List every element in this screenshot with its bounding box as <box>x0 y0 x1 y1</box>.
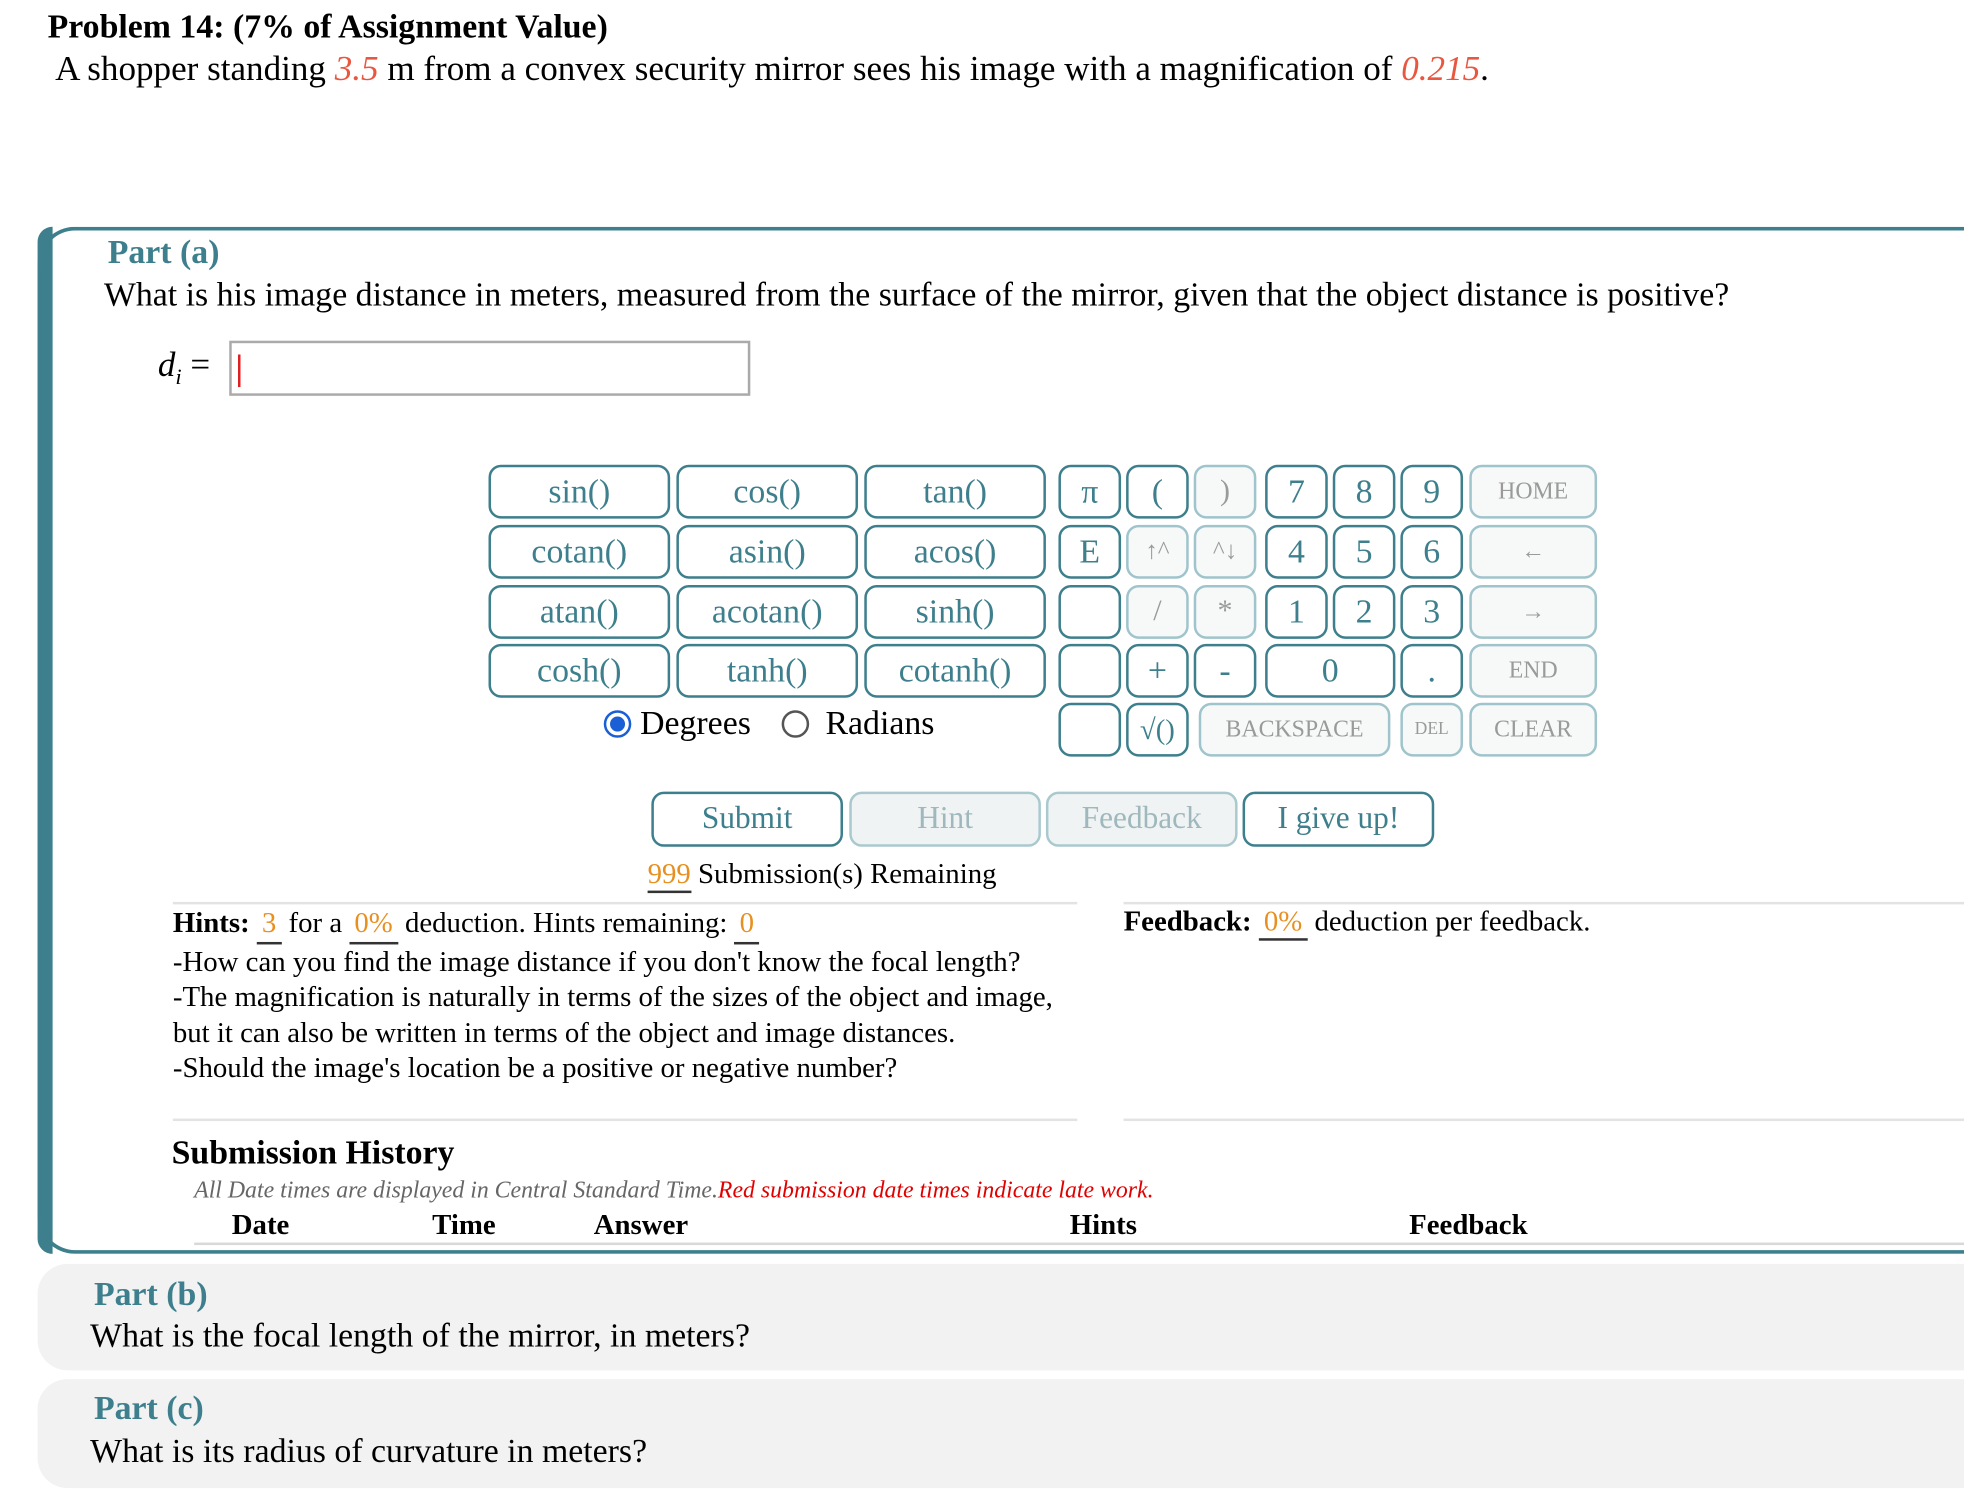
hints-divider-top <box>173 902 1077 905</box>
key-cotan[interactable]: cotan() <box>489 525 671 579</box>
feedback-divider-bottom <box>1124 1119 1964 1122</box>
key-blank-3[interactable] <box>1058 703 1121 757</box>
part-c-label: Part (c) <box>93 1389 204 1427</box>
key-plus[interactable]: + <box>1126 644 1189 698</box>
submissions-count: 999 <box>648 858 691 893</box>
hint-button[interactable]: Hint <box>849 792 1041 847</box>
key-e[interactable]: E <box>1058 525 1121 579</box>
feedback-button[interactable]: Feedback <box>1046 792 1238 847</box>
key-clear[interactable]: CLEAR <box>1469 703 1597 757</box>
key-8[interactable]: 8 <box>1333 465 1396 519</box>
key-end[interactable]: END <box>1469 644 1597 698</box>
hint-item: -The magnification is naturally in terms of the sizes of the object and image, but it can also be written in terms of the object and image distances. <box>172 980 1053 1048</box>
key-multiply[interactable]: * <box>1194 585 1257 639</box>
key-minus[interactable]: - <box>1194 644 1257 698</box>
key-decimal[interactable]: . <box>1400 644 1463 698</box>
hints-divider-bottom <box>173 1119 1077 1122</box>
key-sqrt[interactable]: √() <box>1126 703 1189 757</box>
key-cotanh[interactable]: cotanh() <box>864 644 1046 698</box>
key-3[interactable]: 3 <box>1400 585 1463 639</box>
hint-item: -How can you find the image distance if you don't know the focal length? <box>172 945 1021 977</box>
key-sin[interactable]: sin() <box>489 465 671 519</box>
key-acotan[interactable]: acotan() <box>676 585 858 639</box>
hints-count: 3 <box>257 906 281 944</box>
key-asin[interactable]: asin() <box>676 525 858 579</box>
history-col-hints: Hints <box>1069 1208 1137 1241</box>
history-col-time: Time <box>432 1208 496 1241</box>
key-exponent-down[interactable]: ^↓ <box>1194 525 1257 579</box>
key-7[interactable]: 7 <box>1265 465 1328 519</box>
give-up-button[interactable]: I give up! <box>1243 792 1435 847</box>
part-b-question: What is the focal length of the mirror, in meters? <box>90 1316 750 1355</box>
history-col-feedback: Feedback <box>1409 1208 1528 1241</box>
key-tan[interactable]: tan() <box>864 465 1046 519</box>
radians-radio[interactable] <box>782 710 810 738</box>
key-2[interactable]: 2 <box>1333 585 1396 639</box>
key-pi[interactable]: π <box>1058 465 1121 519</box>
text-caret <box>238 354 241 387</box>
answer-variable-label: $d_i$ = <box>157 345 211 390</box>
degrees-radio[interactable] <box>604 710 632 738</box>
hints-remaining: 0 <box>735 906 759 944</box>
key-1[interactable]: 1 <box>1265 585 1328 639</box>
degrees-label: Degrees <box>640 703 751 742</box>
key-exponent-up[interactable]: ↑^ <box>1126 525 1189 579</box>
radians-label: Radians <box>825 703 935 742</box>
hints-deduction: 0% <box>349 906 397 944</box>
history-note: All Date times are displayed in Central Standard Time.Red submission date times indicate late work. <box>194 1177 1154 1204</box>
key-cursor-left[interactable]: ← <box>1469 525 1597 579</box>
key-5[interactable]: 5 <box>1333 525 1396 579</box>
feedback-deduction: 0% <box>1259 906 1307 941</box>
key-cosh[interactable]: cosh() <box>489 644 671 698</box>
feedback-divider-top <box>1124 902 1964 905</box>
key-right-paren[interactable]: ) <box>1194 465 1257 519</box>
key-backspace[interactable]: BACKSPACE <box>1199 703 1391 757</box>
hint-item: -Should the image's location be a positive or negative number? <box>172 1052 898 1084</box>
problem-title: Problem 14: (7% of Assignment Value) <box>47 7 608 46</box>
answer-input[interactable] <box>229 341 750 396</box>
history-col-date: Date <box>231 1208 290 1241</box>
part-b-label: Part (b) <box>93 1275 208 1313</box>
history-header-divider <box>194 1243 1964 1246</box>
submissions-remaining: 999 Submission(s) Remaining <box>648 858 997 893</box>
key-6[interactable]: 6 <box>1400 525 1463 579</box>
key-left-paren[interactable]: ( <box>1126 465 1189 519</box>
magnification-value: 0.215 <box>1401 50 1481 89</box>
part-c-question: What is its radius of curvature in meters? <box>90 1431 648 1470</box>
key-acos[interactable]: acos() <box>864 525 1046 579</box>
feedback-block: Feedback: 0% deduction per feedback. <box>1124 906 1591 941</box>
key-cos[interactable]: cos() <box>676 465 858 519</box>
part-a-question: What is his image distance in meters, measured from the surface of the mirror, given that the object distance is positive? <box>103 275 1730 314</box>
key-blank-1[interactable] <box>1058 585 1121 639</box>
hints-block: Hints: 3 for a 0% deduction. Hints remaining: 0 -How can you find the image distance if you don't know the focal length? -The magnification is naturally in terms of the sizes of the object and image, but it can also be written in terms of the object and image distances. -Should the image's location be a positive or negative number? <box>173 906 1077 1087</box>
key-0[interactable]: 0 <box>1265 644 1395 698</box>
key-del[interactable]: DEL <box>1400 703 1463 757</box>
key-sinh[interactable]: sinh() <box>864 585 1046 639</box>
key-4[interactable]: 4 <box>1265 525 1328 579</box>
key-tanh[interactable]: tanh() <box>676 644 858 698</box>
distance-value: 3.5 <box>334 50 379 89</box>
submission-history-title: Submission History <box>171 1133 455 1172</box>
key-cursor-right[interactable]: → <box>1469 585 1597 639</box>
submit-button[interactable]: Submit <box>651 792 843 847</box>
part-a-label: Part (a) <box>107 232 220 271</box>
key-9[interactable]: 9 <box>1400 465 1463 519</box>
key-blank-2[interactable] <box>1058 644 1121 698</box>
key-home[interactable]: HOME <box>1469 465 1597 519</box>
key-divide[interactable]: / <box>1126 585 1189 639</box>
key-atan[interactable]: atan() <box>489 585 671 639</box>
problem-statement: A shopper standing 3.5 m from a convex security mirror sees his image with a magnification of 0.215. <box>55 50 1489 89</box>
history-col-answer: Answer <box>593 1208 689 1241</box>
